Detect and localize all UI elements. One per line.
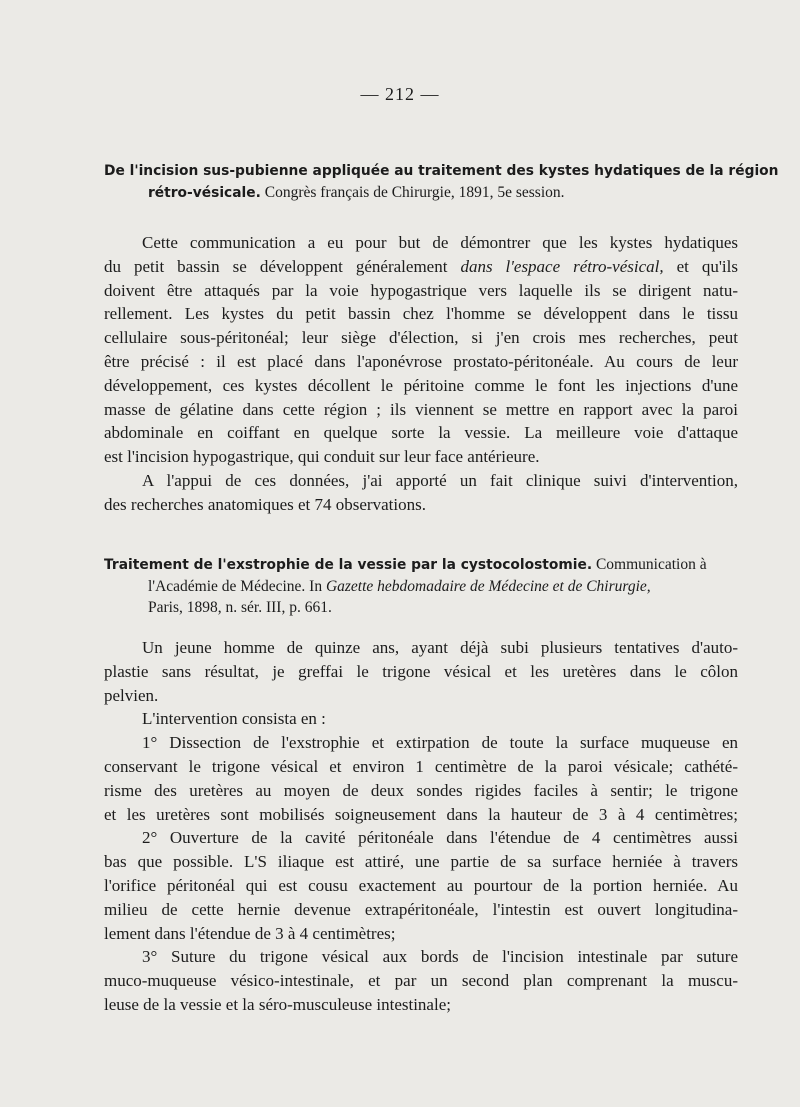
entry-1-body bbox=[104, 231, 738, 517]
text-line: cellulaire sous-péritonéal; leur siège d'élection, si j'en crois mes recherches, peut bbox=[104, 328, 738, 348]
text-line: 1° Dissection de l'exstrophie et extirpation de toute la surface muqueuse en bbox=[142, 733, 738, 753]
entry-2-citation-3: Paris, 1898, n. sér. III, p. 661. bbox=[148, 599, 332, 616]
text-line: pelvien. bbox=[104, 685, 159, 705]
text-line: masse de gélatine dans cette région ; ils viennent se mettre en rapport avec la paroi bbox=[104, 399, 738, 419]
entry-2-title: Traitement de l'exstrophie de la vessie par la cystocolostomie. bbox=[104, 557, 593, 573]
entry-heading-2 bbox=[104, 554, 766, 618]
text-line: des recherches anatomiques et 74 observations. bbox=[104, 494, 426, 514]
text-line: L'intervention consista en : bbox=[142, 709, 326, 729]
page-number: — 212 — bbox=[360, 84, 440, 104]
text-line: milieu de cette hernie devenue extrapéritonéale, l'intestin est ouvert longitudina- bbox=[104, 899, 738, 919]
entry-2-citation-2: l'Académie de Médecine. In bbox=[148, 578, 326, 595]
text-line: est l'incision hypogastrique, qui conduit sur leur face antérieure. bbox=[104, 447, 540, 467]
entry-1-title-line-1: De l'incision sus-pubienne appliquée au traitement des kystes hydatiques de la région bbox=[104, 163, 779, 179]
text-line: plastie sans résultat, je greffai le trigone vésical et les uretères dans le côlon bbox=[104, 661, 738, 681]
text-line: doivent être attaqués par la voie hypogastrique vers laquelle ils se dirigent natu- bbox=[104, 280, 738, 300]
text-line: risme des uretères au moyen de deux sondes rigides faciles à sentir; le trigone bbox=[104, 780, 738, 800]
entry-heading-1 bbox=[104, 160, 779, 204]
text-line: 3° Suture du trigone vésical aux bords de l'incision intestinale par suture bbox=[142, 947, 738, 967]
text-line: muco-muqueuse vésico-intestinale, et par un second plan comprenant la muscu- bbox=[104, 971, 738, 991]
text-line: rellement. Les kystes du petit bassin chez l'homme se développent dans le tissu bbox=[104, 304, 738, 324]
text-line: leuse de la vessie et la séro-musculeuse intestinale; bbox=[104, 994, 451, 1014]
entry-2-journal: Gazette hebdomadaire de Médecine et de Chirurgie, bbox=[325, 578, 651, 595]
text-line: du petit bassin se développent généralement dans l'espace rétro-vésical, et qu'ils bbox=[104, 256, 738, 276]
entry-2-citation-1: Communication à bbox=[592, 556, 707, 573]
text-line: être précisé : il est placé dans l'aponévrose prostato-péritonéale. Au cours de leur bbox=[104, 351, 738, 371]
text-line: bas que possible. L'S iliaque est attiré, une partie de sa surface herniée à travers bbox=[104, 852, 738, 872]
text-line: développement, ces kystes décollent le péritoine comme le font les injections d'une bbox=[104, 375, 738, 395]
text-line: Un jeune homme de quinze ans, ayant déjà subi plusieurs tentatives d'auto- bbox=[142, 638, 738, 657]
text-line: abdominale en coiffant en quelque sorte la vessie. La meilleure voie d'attaque bbox=[104, 423, 738, 443]
text-line: et les uretères sont mobilisés soigneusement dans la hauteur de 3 à 4 centimètres; bbox=[104, 804, 738, 824]
text-line: conservant le trigone vésical et environ 1 centimètre de la paroi vésicale; cathété- bbox=[104, 756, 738, 776]
text-line: l'orifice péritonéal qui est cousu exactement au pourtour de la portion herniée. Au bbox=[104, 875, 738, 895]
entry-1-citation: Congrès français de Chirurgie, 1891, 5e session. bbox=[260, 184, 565, 201]
text-line: Cette communication a eu pour but de démontrer que les kystes hydatiques bbox=[142, 233, 738, 252]
entry-2-body bbox=[104, 636, 738, 1017]
entry-1-title-line-2: rétro-vésicale. bbox=[148, 185, 261, 201]
text-line: lement dans l'étendue de 3 à 4 centimètres; bbox=[104, 923, 396, 943]
text-line: A l'appui de ces données, j'ai apporté un fait clinique suivi d'intervention, bbox=[142, 470, 738, 490]
text-line: 2° Ouverture de la cavité péritonéale dans l'étendue de 4 centimètres aussi bbox=[142, 828, 738, 848]
